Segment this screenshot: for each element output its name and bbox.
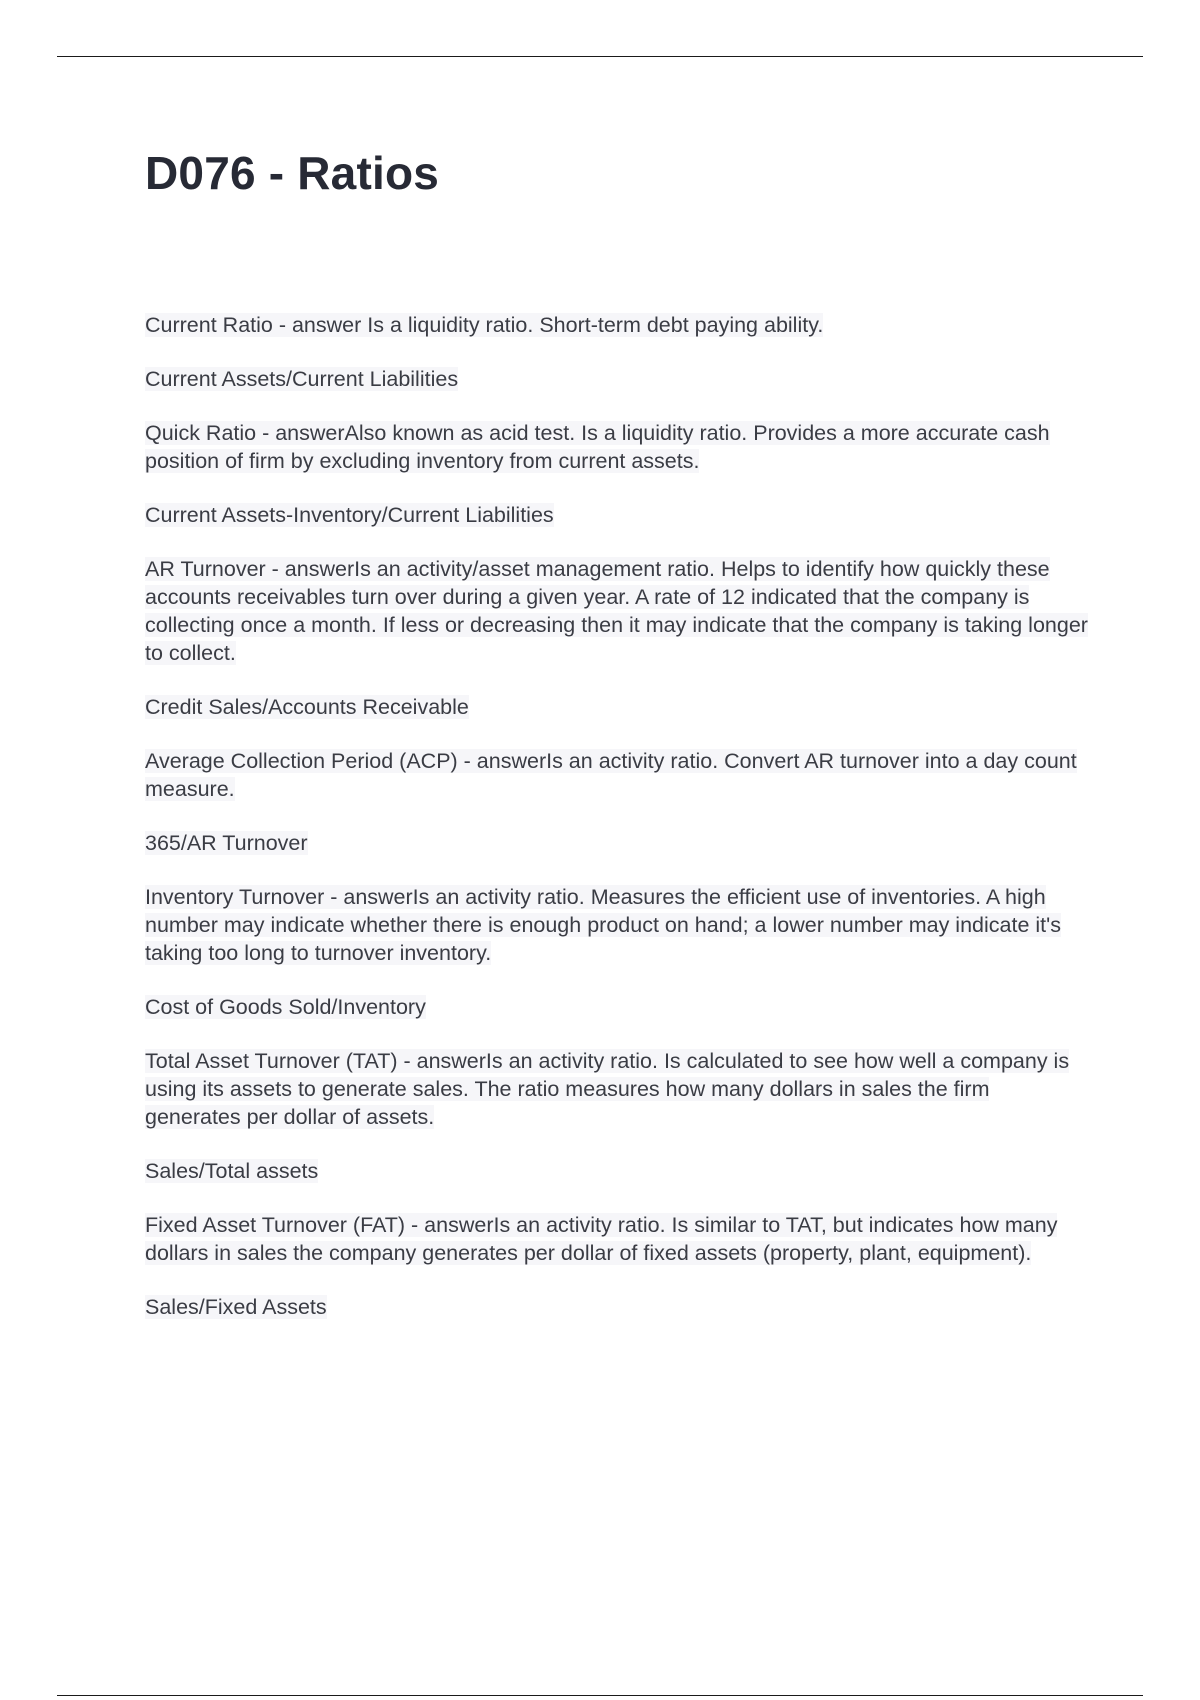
paragraph-quick-ratio: Quick Ratio - answerAlso known as acid test. Is a liquidity ratio. Provides a more accurate cash position of firm by excluding inventory from current assets.: [145, 421, 1050, 473]
paragraph-current-ratio-formula: Current Assets/Current Liabilities: [145, 367, 459, 391]
paragraph-inventory-turnover-formula: Cost of Goods Sold/Inventory: [145, 995, 426, 1019]
paragraph-ar-turnover: AR Turnover - answerIs an activity/asset management ratio. Helps to identify how quickly these accounts receivables turn over during a given year. A rate of 12 indicated that the company is collecting once a month. If less or decreasing then it may indicate that the company is taking longer to collect.: [145, 557, 1088, 665]
document-body: [145, 311, 1090, 1347]
paragraph-acp-formula: 365/AR Turnover: [145, 831, 308, 855]
paragraph-fat-formula: Sales/Fixed Assets: [145, 1295, 327, 1319]
page-title: D076 - Ratios: [145, 147, 440, 199]
bottom-rule: [57, 1695, 1143, 1696]
top-rule: [57, 56, 1143, 57]
paragraph-current-ratio: Current Ratio - answer Is a liquidity ratio. Short-term debt paying ability.: [145, 313, 824, 337]
paragraph-fat: Fixed Asset Turnover (FAT) - answerIs an activity ratio. Is similar to TAT, but indicates how many dollars in sales the company generates per dollar of fixed assets (property, plant, equipment).: [145, 1213, 1058, 1265]
paragraph-inventory-turnover: Inventory Turnover - answerIs an activity ratio. Measures the efficient use of inventories. A high number may indicate whether there is enough product on hand; a lower number may indicate it's taking too long to turnover inventory.: [145, 885, 1061, 965]
paragraph-tat-formula: Sales/Total assets: [145, 1159, 319, 1183]
paragraph-tat: Total Asset Turnover (TAT) - answerIs an activity ratio. Is calculated to see how well a company is using its assets to generate sales. The ratio measures how many dollars in sales the firm generates per dollar of assets.: [145, 1049, 1070, 1129]
paragraph-quick-ratio-formula: Current Assets-Inventory/Current Liabilities: [145, 503, 554, 527]
paragraph-ar-turnover-formula: Credit Sales/Accounts Receivable: [145, 695, 469, 719]
paragraph-acp: Average Collection Period (ACP) - answerIs an activity ratio. Convert AR turnover into a day count measure.: [145, 749, 1077, 801]
